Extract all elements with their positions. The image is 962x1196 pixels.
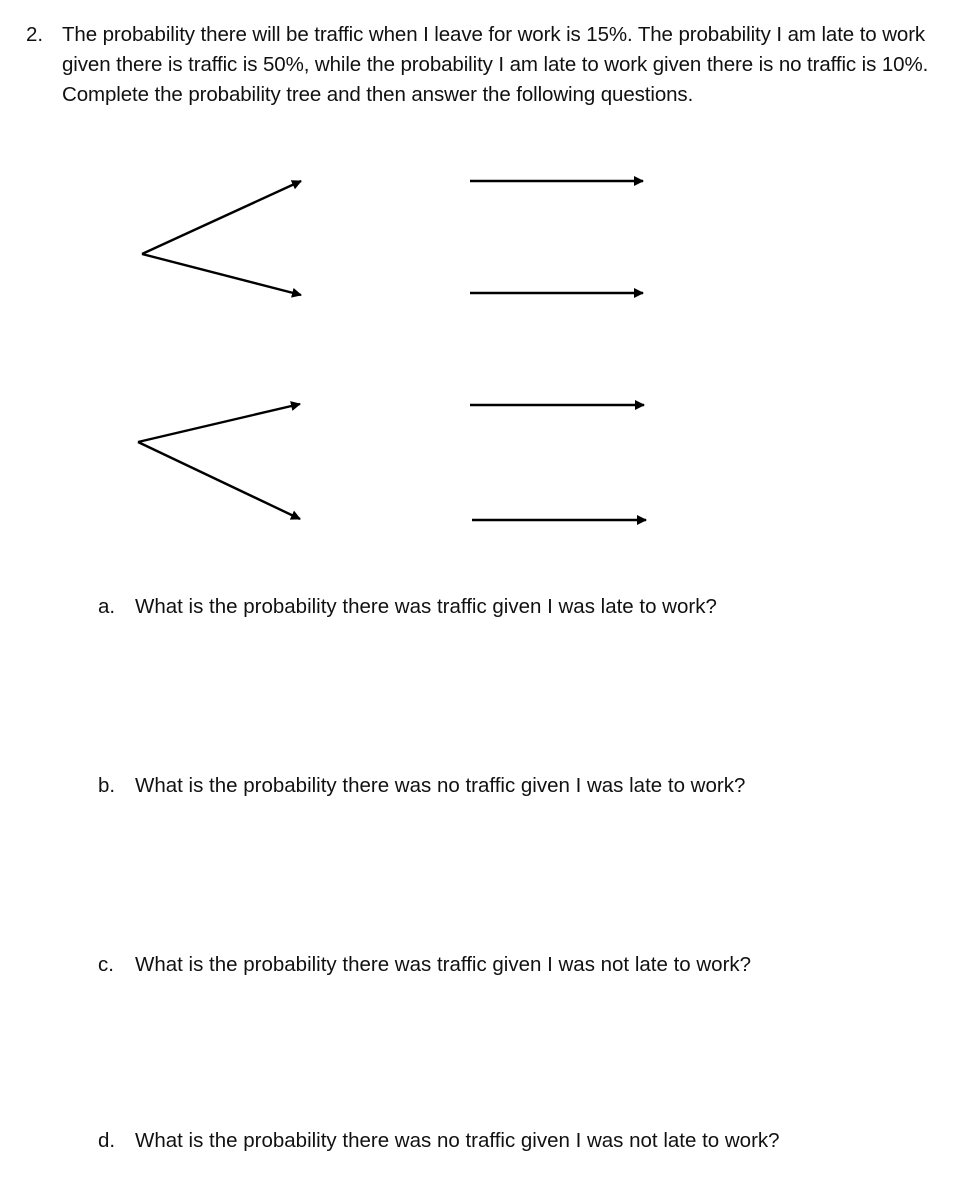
question-text: What is the probability there was no traffic given I was not late to work?: [135, 1129, 780, 1152]
question-label: c.: [98, 953, 114, 976]
tree-branch-lower-1: [138, 404, 300, 442]
question-a: [98, 592, 918, 622]
question-text: What is the probability there was no traffic given I was late to work?: [135, 774, 746, 797]
question-label: a.: [98, 595, 116, 618]
question-label: d.: [98, 1129, 116, 1152]
question-text: What is the probability there was traffic given I was late to work?: [135, 595, 717, 618]
tree-branch-lower-2: [138, 442, 300, 519]
tree-branch-upper-1: [142, 181, 301, 254]
question-c: [98, 950, 918, 980]
question-b: [98, 771, 918, 801]
problem-statement: The probability there will be traffic when I leave for work is 15%. The probability I am late to work given there is traffic is 50%, while the probability I am late to work given there is no traffic is 10%. Complete the probability tree and then answer the following questions.: [62, 23, 929, 106]
question-d: [98, 1126, 918, 1156]
question-label: b.: [98, 774, 116, 797]
problem-number: 2.: [26, 23, 44, 46]
tree-branch-upper-2: [142, 254, 301, 295]
question-text: What is the probability there was traffic given I was not late to work?: [135, 953, 752, 976]
